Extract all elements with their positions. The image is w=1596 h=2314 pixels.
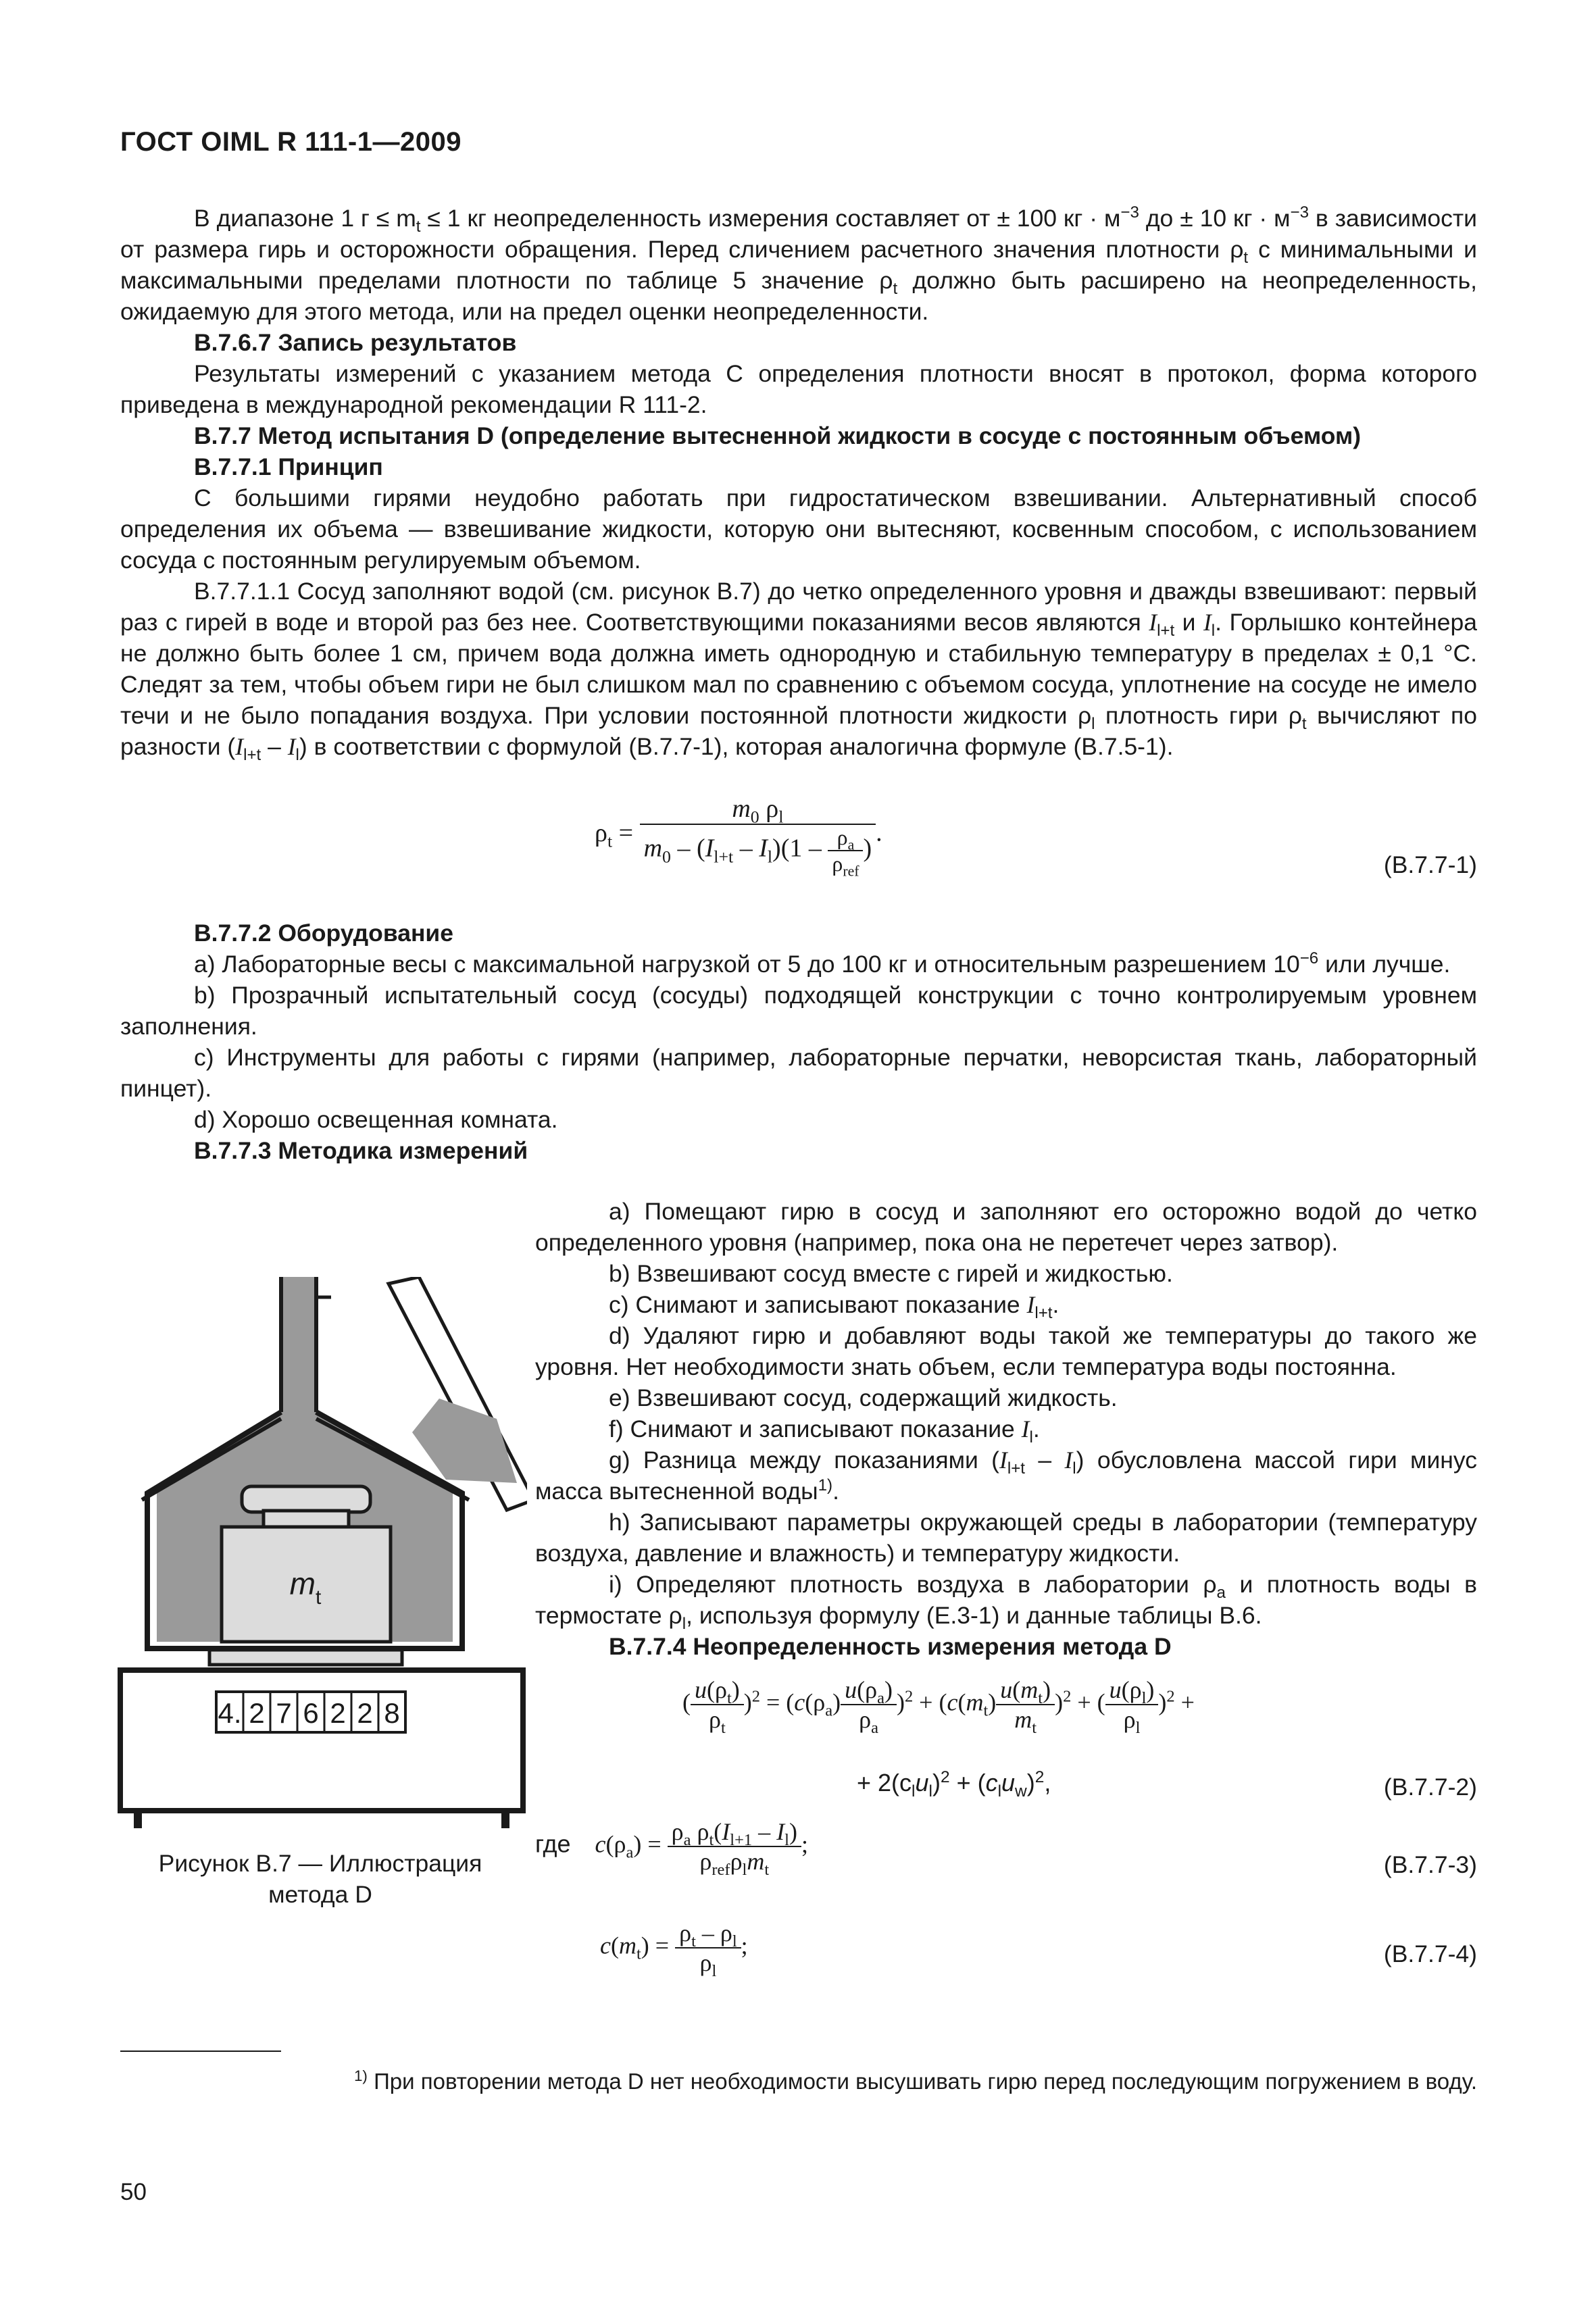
section-b772 <box>120 917 1477 1166</box>
paragraph-b771: С большими гирями неудобно работать при гидростатическом взвешивании. Альтернативный способ определения их объема — взвешивание жидкости, которую они вытесняют, косвенным способом, с использованием сосуда с постоянным регулируемым объемом. <box>120 484 1477 574</box>
display-digit: 7 <box>276 1697 292 1729</box>
paragraph-b767: Результаты измерений с указанием метода C определения плотности вносят в протокол, форма которого приведена в международной рекомендации R 111-2. <box>120 360 1477 418</box>
page-number: 50 <box>120 2179 147 2205</box>
display-digit: 2 <box>357 1697 373 1729</box>
paragraph-density-range: В диапазоне 1 $г \le m_t \le 1$ кг неопределенность измерения составляет от ± 100 кг · $м^{-3}$ до ± 10 кг · $м^{-3}$ в зависимости от размера гирь и осторожности обращения. Перед сличением расчетного значения плотности $\rho_t$ с минимальными и максимальными пределами плотности по таблице 5 значение $\rho_t$ должно быть расширено на неопределенность, ожидаемую для этого метода, или на предел оценки неопределенности. <box>120 203 1478 325</box>
equation-b772: ( $\frac{u(\rho_t)}{\rho_t}$ )$^2 = (c(\rho_a)$ $\frac{u(\rho_a)}{\rho_a}$ )$^2 + (c(m_t)$ $\frac{u(m_t)}{m_t}$ )$^2$ + ( $\frac{u(\rho_l)}{\rho_l}$ )$^2$ + <box>682 1676 1195 1738</box>
footnote: $^{1)}$ При повторении метода D нет необходимости высушивать гирю перед последующим погружением в воду. <box>353 2067 1477 2094</box>
section-b767 <box>120 327 1477 420</box>
document-header: ГОСТ OIML R 111-1—2009 <box>120 127 462 157</box>
pouring-water <box>412 1399 517 1483</box>
heading-b767: B.7.6.7 Запись результатов <box>194 329 517 356</box>
display-digit: 4. <box>218 1697 242 1729</box>
equipment-c: c) Инструменты для работы с гирями (например, лабораторные перчатки, неворсистая ткань, лабораторный пинцет). <box>120 1044 1477 1102</box>
step-b: b) Взвешивают сосуд вместе с гирей и жидкостью. <box>609 1260 1173 1287</box>
display-digit: 2 <box>249 1697 265 1729</box>
heading-b772: B.7.7.2 Оборудование <box>194 920 453 947</box>
equipment-a: a) Лабораторные весы с максимальной нагрузкой от 5 до 100 кг и относительным разрешением $10^{-6}$ или лучше. <box>194 949 1451 978</box>
balance-pan <box>209 1650 402 1665</box>
step-f: f) Снимают и записывают показание $I_l$. <box>609 1415 1040 1447</box>
paragraph-b7711: B.7.7.1.1 Сосуд заполняют водой (см. рисунок B.7) до четко определенного уровня и дважды взвешивают: первый раз с гирей в воде и второй раз без нее. Соответствующими показаниями весов являются $I_{l+t}$ и $I_l$. Горлышко контейнера не должно быть более 1 см, причем вода должна иметь однородную и стабильную температуру в пределах ± 0,1 °С. Следят за тем, чтобы объем гири не был слишком мал по сравнению с объемом сосуда, уплотнение на сосуде не имело течи и не было попадания воздуха. При условии постоянной плотности жидкости $\rho_l$ плотность гири $\rho_t$ вычисляют по разности $(I_{l+t} - I_l)$ в соответствии с формулой (B.7.7-1), которая аналогична формуле (B.7.5-1). <box>120 578 1477 765</box>
equation-number-b773: (B.7.7-3) <box>1383 1851 1477 1878</box>
equation-number-b771: (B.7.7-1) <box>1383 851 1477 878</box>
equation-b774: $c(m_t)$ = $\frac{\rho_t - \rho_l}{\rho_l}$ ; <box>600 1919 748 1981</box>
figure-method-d <box>115 1277 527 1838</box>
footnote-rule <box>120 2051 281 2052</box>
equation-b773: где $c(\rho_a)$ = $\frac{\rho_a \rho_t(I_{l+1} - I_l)}{\rho_{ref}\rho_lm_t}$ ; <box>535 1818 808 1880</box>
display-digit: 6 <box>303 1697 319 1729</box>
section-b77 <box>120 420 1477 765</box>
equation-number-b774: (B.7.7-4) <box>1383 1940 1477 1967</box>
procedure-steps <box>535 1196 1477 1662</box>
step-e: e) Взвешивают сосуд, содержащий жидкость. <box>609 1384 1118 1411</box>
step-g: g) Разница между показаниями $(I_{l+t} - I_l)$ обусловлена массой гири минус масса вытесненной воды$^{1)}$. <box>535 1447 1477 1505</box>
step-i: i) Определяют плотность воздуха в лаборатории $\rho_a$ и плотность воды в термостате $\rho_l$, используя формулу (E.3-1) и данные таблицы B.6. <box>535 1571 1477 1634</box>
heading-b771: B.7.7.1 Принцип <box>194 453 383 480</box>
equipment-b: b) Прозрачный испытательный сосуд (сосуды) подходящей конструкции с точно контролируемым уровнем заполнения. <box>120 982 1477 1040</box>
equation-number-b772: (B.7.7-2) <box>1383 1774 1477 1801</box>
equation-b771: $\rho_t$ = $m_0$ $\rho_l$ $m_0 - (I_{l+t} - I_l)(1$ – $\frac{\rho_a}{\rho_{ref}}$ ) . <box>595 795 882 880</box>
heading-b77: B.7.7 Метод испытания D (определение вытесненной жидкости в сосуде с постоянным объемом) <box>194 422 1362 449</box>
equipment-d: d) Хорошо освещенная комната. <box>194 1106 558 1133</box>
step-a: a) Помещают гирю в сосуд и заполняют его осторожно водой до четко определенного уровня (например, пока она не перетечет через затвор). <box>535 1198 1477 1256</box>
weight-label: $m_t$ <box>289 1566 322 1609</box>
figure-caption: Рисунок B.7 — Иллюстрация метода D <box>158 1850 482 1908</box>
vessel-neck-water <box>282 1277 315 1412</box>
heading-b773: B.7.7.3 Методика измерений <box>194 1137 528 1164</box>
equation-b772-line2: + $2(c_lu_l)^2 + (c_lu_w)^2$, <box>857 1768 1051 1801</box>
heading-b774: B.7.7.4 Неопределенность измерения метода D <box>609 1633 1172 1660</box>
display-digit: 8 <box>384 1697 400 1729</box>
step-h: h) Записывают параметры окружающей среды в лаборатории (температуру воздуха, давление и влажность) и температуру жидкости. <box>535 1509 1477 1567</box>
step-d: d) Удаляют гирю и добавляют воды такой же температуры до такого же уровня. Нет необходимости знать объем, если температура воды постоянна. <box>535 1322 1477 1380</box>
weight-handle <box>242 1486 370 1512</box>
display-digit: 2 <box>330 1697 346 1729</box>
step-c: c) Снимают и записывают показание $I_{l+t}$. <box>609 1291 1059 1323</box>
